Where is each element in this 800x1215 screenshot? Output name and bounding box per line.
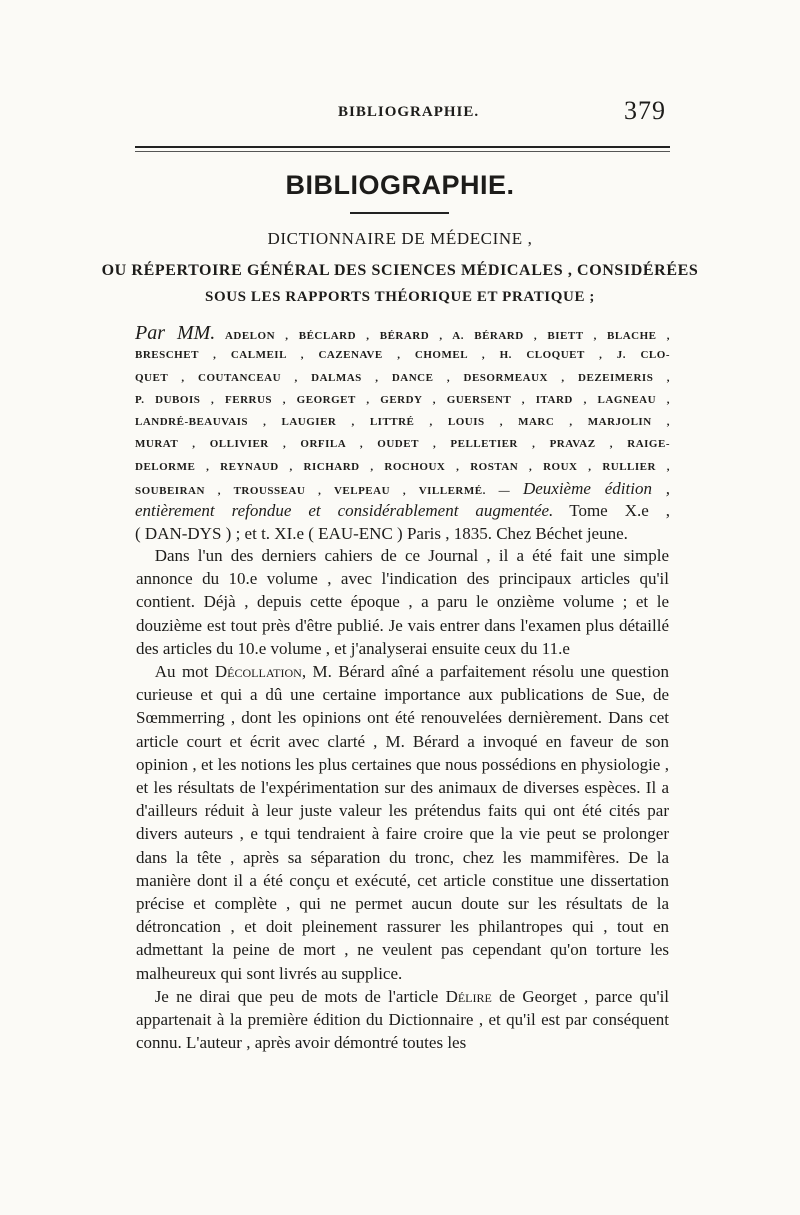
authors-names: SOUBEIRAN , TROUSSEAU , VELPEAU , VILLERMÉ. —	[135, 485, 511, 498]
work-title-line-2: OU RÉPERTOIRE GÉNÉRAL DES SCIENCES MÉDICALES , CONSIDÉRÉES	[101, 262, 699, 279]
authors-line: MURAT , OLLIVIER , ORFILA , OUDET , PELLETIER , PRAVAZ , RAIGE-	[135, 438, 670, 451]
publication-info: ( DAN-DYS ) ; et t. XI.e ( EAU-ENC ) Paris , 1835. Chez Béchet jeune.	[135, 523, 628, 543]
work-title-line-1: DICTIONNAIRE DE MÉDECINE ,	[267, 229, 533, 248]
paragraph-text: de Georget , parce qu'il appartenait à la première édition du Dictionnaire , et qu'il est par conséquent connu. L'auteur , après avoir démontré toutes les	[136, 986, 670, 1053]
header-rule	[135, 146, 670, 148]
authors-line: DELORME , REYNAUD , RICHARD , ROCHOUX , ROSTAN , ROUX , RULLIER ,	[135, 460, 670, 473]
edition-note: entièrement refondue et considérablement augmentée.	[135, 501, 554, 521]
paragraph-lead: Au mot	[154, 662, 209, 682]
header-rule-thin	[135, 151, 670, 152]
paragraph	[136, 985, 669, 1055]
running-head: BIBLIOGRAPHIE.	[338, 104, 480, 120]
article-term: Décollation	[214, 662, 302, 682]
work-title-line-3: SOUS LES RAPPORTS THÉORIQUE ET PRATIQUE ;	[205, 289, 595, 305]
paragraph	[136, 660, 669, 985]
paragraph: Dans l'un des derniers cahiers de ce Journal , il a été fait une simple annonce du 10.e volume , avec l'indication des principaux articles qu'il contient. Déjà , depuis cette époque , a paru le onzième volume ; et le douzième est tout près d'être publié. Je vais entrer dans l'examen plus détaillé des articles du 10.e volume , et j'analyserai ensuite ceux du 11.e	[136, 546, 669, 658]
authors-line: P. DUBOIS , FERRUS , GEORGET , GERDY , GUERSENT , ITARD , LAGNEAU ,	[135, 393, 670, 406]
page-number: 379	[624, 96, 666, 125]
section-title: BIBLIOGRAPHIE.	[285, 170, 515, 200]
authors-line	[135, 523, 670, 545]
authors-line: BRESCHET , CALMEIL , CAZENAVE , CHOMEL , H. CLOQUET , J. CLO-	[135, 349, 670, 362]
article-body	[136, 544, 669, 1054]
authors-line: LANDRÉ-BEAUVAIS , LAUGIER , LITTRÉ , LOUIS , MARC , MARJOLIN ,	[135, 416, 670, 429]
title-rule	[350, 212, 449, 214]
volume-note: Tome X.e ,	[569, 501, 670, 521]
paragraph-lead: Je ne dirai que peu de mots de l'article	[154, 986, 439, 1006]
authors-intro: Par MM.	[135, 322, 216, 344]
authors-line: QUET , COUTANCEAU , DALMAS , DANCE , DESORMEAUX , DEZEIMERIS ,	[135, 371, 670, 384]
authors-block	[135, 322, 670, 545]
authors-line	[135, 322, 670, 344]
authors-line	[135, 500, 670, 522]
edition-note: Deuxième édition ,	[522, 479, 671, 499]
authors-names: ADELON , BÉCLARD , BÉRARD , A. BÉRARD , BIETT , BLACHE ,	[224, 330, 670, 342]
authors-line	[135, 478, 670, 500]
paragraph-text: , M. Bérard aîné a parfaitement résolu une question curieuse et qui a dû une certaine importance aux publications de Sue, de Sœmmerring , dont les opinions ont été renouvelées dernièrement. Dans cet article court et écrit avec clarté , M. Bérard a invoqué en faveur de son opinion , et les notions les plus certaines que nous possédions en physiologie , et les résultats de l'expérimentation sur des animaux de diverses espèces. Il a d'ailleurs réduit à leur juste valeur les prétendus faits qui ont été cités par divers auteurs , e tqui tendraient à faire croire que la vie peut se prolonger dans la tête , après sa séparation du tronc, chez les mammifères. De la manière dont il a été conçu et exécuté, cet article constitue une dissertation précise et complète , qui ne permet aucun doute sur les résultats de la détroncation , et doit pleinement rassurer les philantropes qui , tout en admettant la peine de mort , ne veulent pas cependant qu'on torture les malheureux qui sont livrés au supplice.	[136, 662, 669, 983]
article-term: Délire	[445, 986, 492, 1006]
